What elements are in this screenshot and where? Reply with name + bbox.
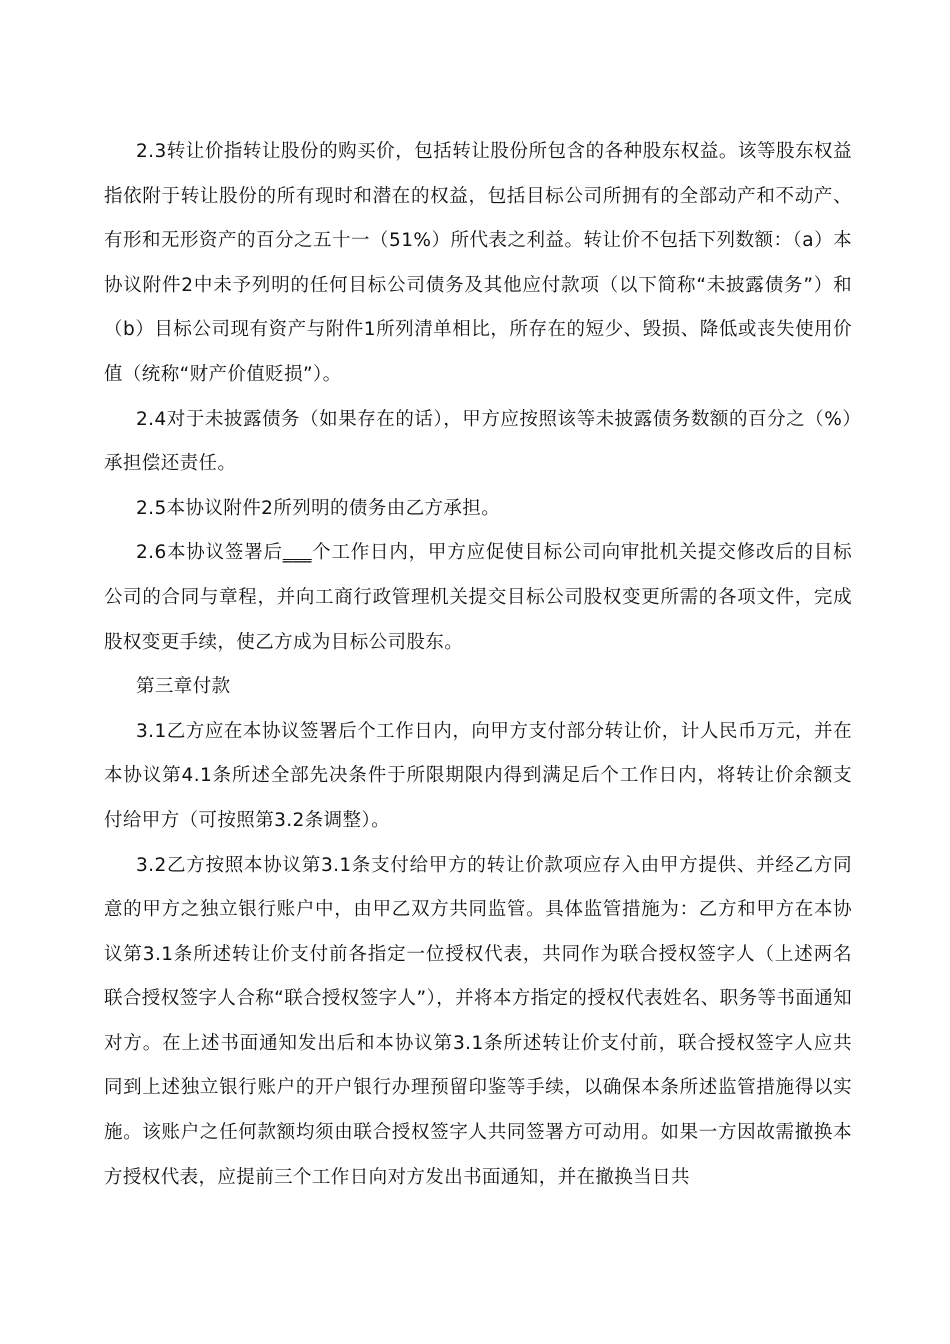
clause-2-6-blank: ___ [282, 542, 312, 564]
clause-2-6-lead: 2.6本协议签署后 [136, 542, 283, 564]
chapter-3-heading: 第三章付款 [136, 676, 231, 698]
clause-2-3: 2.3转让价指转让股份的购买价，包括转让股份所包含的各种股东权益。该等股东权益指依附于转让股份的所有现时和潜在的权益，包括目标公司所拥有的全部动产和不动产、有形和无形资产的百分之五十一（51%）所代表之利益。转让价不包括下列数额：（a）本协议附件2中未予列明的任何目标公司债务及其他应付款项（以下简称“未披露债务”）和（b）目标公司现有资产与附件1所列清单相比，所存在的短少、毁损、降低或丧失使用价值（统称“财产价值贬损”）。 [104, 141, 852, 385]
clause-2-5: 2.5本协议附件2所列明的债务由乙方承担。 [136, 497, 501, 519]
clause-3-2: 3.2乙方按照本协议第3.1条支付给甲方的转让价款项应存入由甲方提供、并经乙方同意的甲方之独立银行账户中，由甲乙双方共同监管。具体监管措施为：乙方和甲方在本协议第3.1条所述转让价支付前各指定一位授权代表，共同作为联合授权签字人（上述两名联合授权签字人合称“联合授权签字人”），并将本方指定的授权代表姓名、职务等书面通知对方。在上述书面通知发出后和本协议第3.1条所述转让价支付前，联合授权签字人应共同到上述独立银行账户的开户银行办理预留印鉴等手续，以确保本条所述监管措施得以实施。该账户之任何款额均须由联合授权签字人共同签署方可动用。如果一方因故需撤换本方授权代表，应提前三个工作日向对方发出书面通知，并在撤换当日共 [104, 854, 852, 1188]
document-body [104, 130, 852, 1200]
clause-2-6-rest: 个工作日内，甲方应促使目标公司向审批机关提交修改后的目标公司的合同与章程，并向工商行政管理机关提交目标公司股权变更所需的各项文件，完成股权变更手续，使乙方成为目标公司股东。 [104, 542, 853, 653]
clause-3-1: 3.1乙方应在本协议签署后个工作日内，向甲方支付部分转让价，计人民币万元，并在本协议第4.1条所述全部先决条件于所限期限内得到满足后个工作日内，将转让价余额支付给甲方（可按照第3.2条调整）。 [104, 720, 852, 831]
clause-2-4: 2.4对于未披露债务（如果存在的话），甲方应按照该等未披露债务数额的百分之（%）承担偿还责任。 [104, 408, 852, 475]
clause-2-6 [104, 531, 852, 665]
